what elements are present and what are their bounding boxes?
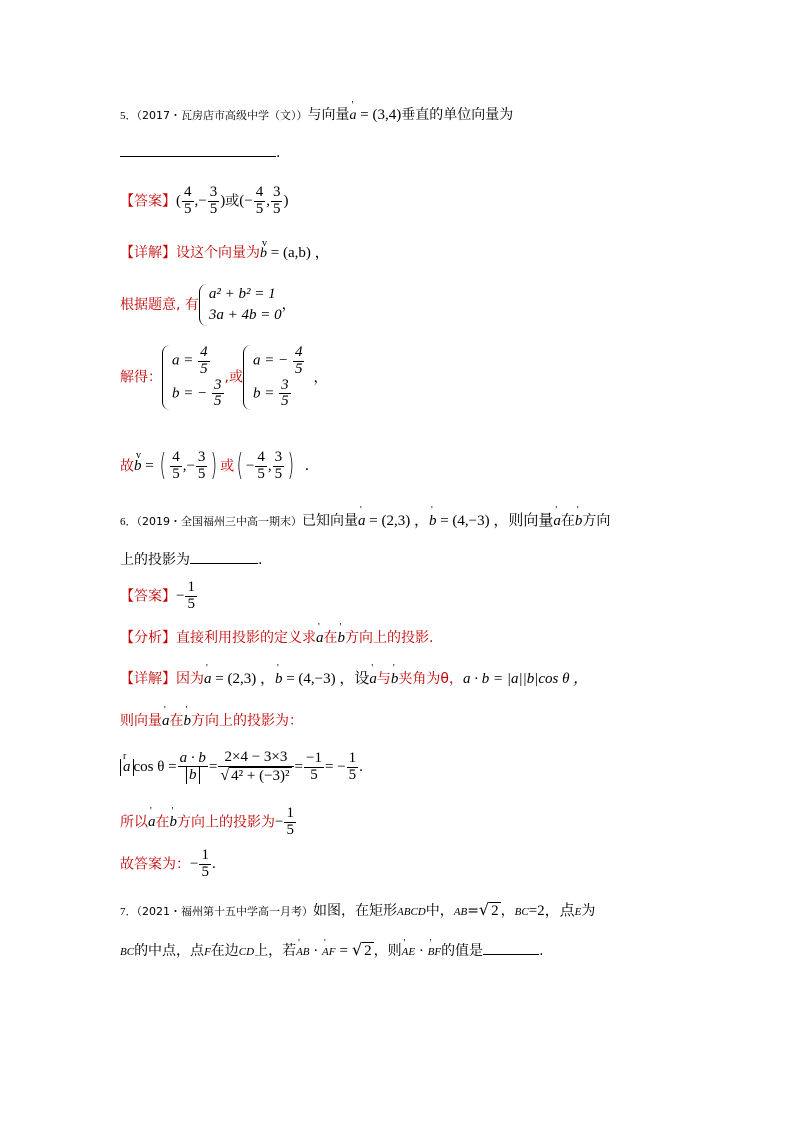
q6-answer-blank — [190, 563, 258, 564]
a5-sol2: a = − $\frac{4}{5}$ b = $\frac{3}{5}$ — [243, 345, 306, 410]
q6-line1: 6．（2019・全国福州三中高一期末）已知向量' a = (2,3) ，' b = (4,−3) ，则向量' a在' b方向 — [120, 514, 610, 529]
q6-number: 6． — [120, 516, 137, 528]
q5-period: . — [276, 145, 281, 161]
q5-answer-blank — [120, 156, 276, 157]
a6-so-line: 所以' a在' b方向上的投影为− $\frac{1}{5}$ — [120, 806, 297, 839]
a5-answer-tag: 【答案】 — [120, 193, 176, 210]
q5-vec-a: ' a — [350, 109, 357, 123]
q6-line2: 上的投影为 . — [120, 552, 263, 568]
q5-text-a: 与向量 — [307, 107, 350, 123]
a5-detail-tag: 【详解】 — [120, 245, 176, 261]
q7-line2: BC的中点，点F在边CD上，若' AB · ' AF = √ 2 ，则' AE · ' BF的值是 . — [120, 942, 544, 960]
a5-solve-line: 解得： a = $\frac{4}{5}$ b = − $\frac{3}{5}$ ,或 a = − $\frac{4}{5}$ b = $\frac{3}{5}$ ， — [120, 344, 328, 410]
a6-analysis-line: 【分析】直接利用投影的定义求' a在' b方向上的投影. — [120, 631, 433, 646]
a6-formula-line: r a cos θ = $\frac{a \cdot b}{b}$ = $\frac{2\times 4 - 3\times 3}{\text{√ 4² + (−3)²}}$ = $\frac{-1}{5}$ = − $\frac{1}{5}$ . — [120, 750, 363, 785]
a6-answer-line: 【答案】− $\frac{1}{5}$ — [120, 579, 195, 612]
q7-number: 7． — [120, 906, 137, 918]
q5-text-b: 垂直的单位向量为 — [401, 107, 514, 123]
a5-or: 或 — [225, 193, 240, 210]
a6-detail-tag: 【详解】 — [120, 671, 176, 687]
a6-final-line: 故答案为：− $\frac{1}{5}$ . — [120, 847, 216, 880]
a5-gu-line: 故v b = ( $\frac{4}{5}$ ,− $\frac{3}{5}$ ) 或( − $\frac{4}{5}$ , $\frac{3}{5}$ ) ． — [120, 450, 319, 483]
a6-detail-line: 【详解】因为' a = (2,3) ，' b = (4,−3) ，设' a与' b夹角为θ，a · b = |a||b|cos θ ， — [120, 672, 588, 687]
a6-proj-line: 则向量' a在' b方向上的投影为： — [120, 714, 303, 729]
a5-cond-line: 根据题意, 有 a² + b² = 1 3a + 4b = 0 ， — [120, 284, 296, 326]
q5-vec-val: = (3,4) — [356, 107, 402, 123]
q5-source: （2017・瓦房店市高级中学（文）） — [136, 109, 308, 122]
a5-cond-text: 根据题意, 有 — [120, 297, 199, 313]
q5-line2 — [120, 146, 280, 160]
a5-solve-text: 解得： — [120, 369, 162, 386]
q7-answer-blank — [483, 954, 539, 955]
a5-detail-text: 设这个向量为 — [176, 245, 260, 261]
a5-detail-line — [120, 246, 330, 261]
a6-analysis-tag: 【分析】 — [120, 630, 176, 646]
a5-answer-line: 【答案】( $\frac{4}{5}$ ,− $\frac{3}{5}$ )或(− $\frac{4}{5}$ , $\frac{3}{5}$ ) — [120, 184, 289, 217]
a5-gu-text: 故 — [120, 458, 134, 475]
a5-b-val: = (a,b) ， — [267, 245, 330, 261]
q5-number: 5． — [120, 110, 137, 122]
a5-cond-system: a² + b² = 1 3a + 4b = 0 — [199, 284, 282, 326]
q5-line1 — [120, 108, 513, 123]
a5-sol1: a = $\frac{4}{5}$ b = − $\frac{3}{5}$ — [162, 345, 225, 410]
q7-line1: 7．（2021・福州第十五中学高一月考）如图，在矩形ABCD中，AB=√ 2 ，BC=2，点E为 — [120, 900, 596, 919]
a5-b-vec: v b — [260, 247, 267, 261]
q6-source: （2019・全国福州三中高一期末） — [136, 515, 302, 528]
q7-source: （2021・福州第十五中学高一月考） — [136, 905, 313, 918]
a6-answer-tag: 【答案】 — [120, 588, 176, 605]
